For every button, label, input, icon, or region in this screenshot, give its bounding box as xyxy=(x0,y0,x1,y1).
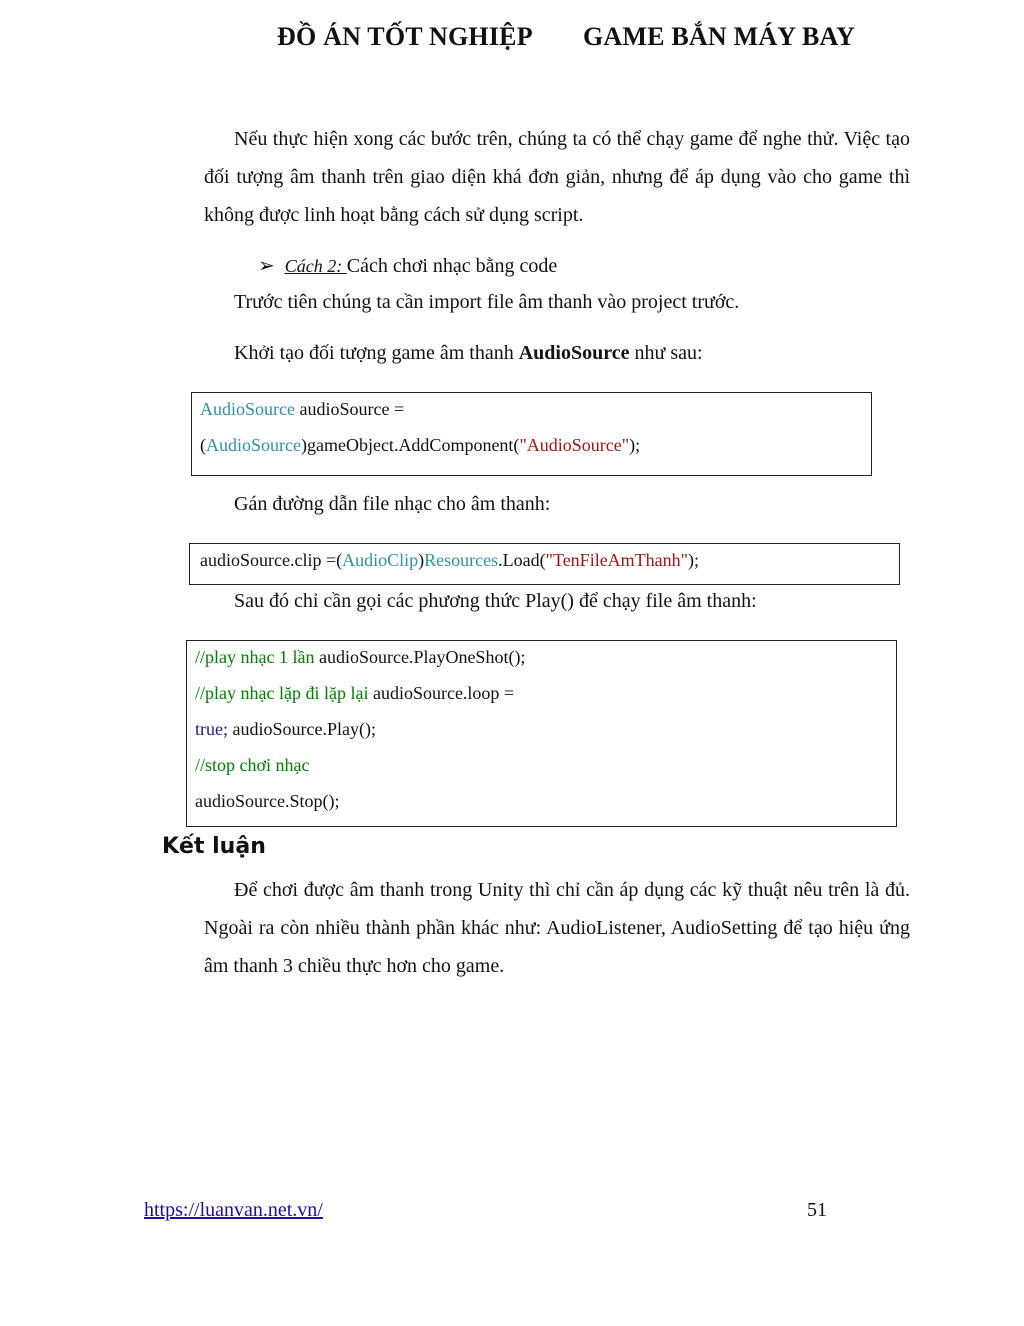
conclusion-paragraph: Để chơi được âm thanh trong Unity thì chỉ cần áp dụng các kỹ thuật nêu trên là đủ. Ngoài ra còn nhiều thành phần khác như: AudioListener, AudioSetting để tạo hiệu ứng âm thanh 3 chiều thực hơn cho game. xyxy=(204,879,910,977)
play-line: Sau đó chỉ cần gọi các phương thức Play() để chạy file âm thanh: xyxy=(234,590,757,612)
code-line xyxy=(195,719,376,740)
code-type: AudioClip xyxy=(342,550,419,570)
code-line xyxy=(200,550,699,571)
init-line-after: như sau: xyxy=(629,342,703,364)
code-type: Resources xyxy=(424,550,499,570)
code-text: audioSource.clip =( xyxy=(200,550,343,570)
code-comment: //play nhạc 1 lần xyxy=(195,647,315,667)
import-line: Trước tiên chúng ta cần import file âm thanh vào project trước. xyxy=(234,291,740,313)
init-line-bold: AudioSource xyxy=(518,342,630,364)
code-type: AudioSource xyxy=(200,399,295,419)
code-line xyxy=(200,399,404,420)
code-text: ); xyxy=(688,550,700,570)
code-text: )gameObject.AddComponent( xyxy=(300,435,520,455)
code-comment: //play nhạc lặp đi lặp lại xyxy=(195,683,369,703)
code-text: ) xyxy=(418,550,425,570)
code-comment: //stop chơi nhạc xyxy=(195,755,310,775)
code-box-clip xyxy=(189,543,900,585)
code-text: ( xyxy=(200,435,206,455)
header-title-left: ĐỒ ÁN TỐT NGHIỆP xyxy=(277,22,533,51)
code-box-play xyxy=(186,640,897,827)
code-line xyxy=(195,755,310,776)
code-line xyxy=(195,683,514,704)
code-box-init xyxy=(191,392,872,476)
code-string: "TenFileAmThanh" xyxy=(545,550,689,570)
code-text: ); xyxy=(629,435,641,455)
arrow-bullet-icon: ➢ xyxy=(258,255,275,277)
code-line xyxy=(195,647,525,668)
code-text: audioSource.Play(); xyxy=(228,719,376,739)
code-keyword: true; xyxy=(195,719,228,739)
page-number: 51 xyxy=(807,1199,827,1221)
code-text: audioSource.loop = xyxy=(368,683,515,703)
code-line xyxy=(195,791,339,812)
code-type: AudioSource xyxy=(206,435,301,455)
code-string: "AudioSource" xyxy=(519,435,630,455)
code-line xyxy=(200,435,640,456)
conclusion-heading: Kết luận xyxy=(162,834,266,859)
init-line-before: Khởi tạo đối tượng game âm thanh xyxy=(234,342,519,364)
footer-link[interactable]: https://luanvan.net.vn/ xyxy=(144,1199,323,1221)
header-title-right: GAME BẮN MÁY BAY xyxy=(583,22,856,51)
intro-paragraph: Nếu thực hiện xong các bước trên, chúng ta có thể chạy game để nghe thử. Việc tạo đối tượng âm thanh trên giao diện khá đơn giản, nhưng để áp dụng vào cho game thì không được linh hoạt bằng cách sử dụng script. xyxy=(204,128,910,226)
method2-label: Cách 2: xyxy=(284,256,347,276)
init-line xyxy=(234,342,703,365)
code-text: .Load( xyxy=(498,550,546,570)
method2-text: Cách chơi nhạc bằng code xyxy=(346,255,558,277)
code-text: audioSource = xyxy=(294,399,405,419)
assign-line: Gán đường dẫn file nhạc cho âm thanh: xyxy=(234,493,551,515)
code-text: audioSource.PlayOneShot(); xyxy=(314,647,526,667)
method2-item xyxy=(258,253,557,278)
code-text: audioSource.Stop(); xyxy=(195,791,340,811)
